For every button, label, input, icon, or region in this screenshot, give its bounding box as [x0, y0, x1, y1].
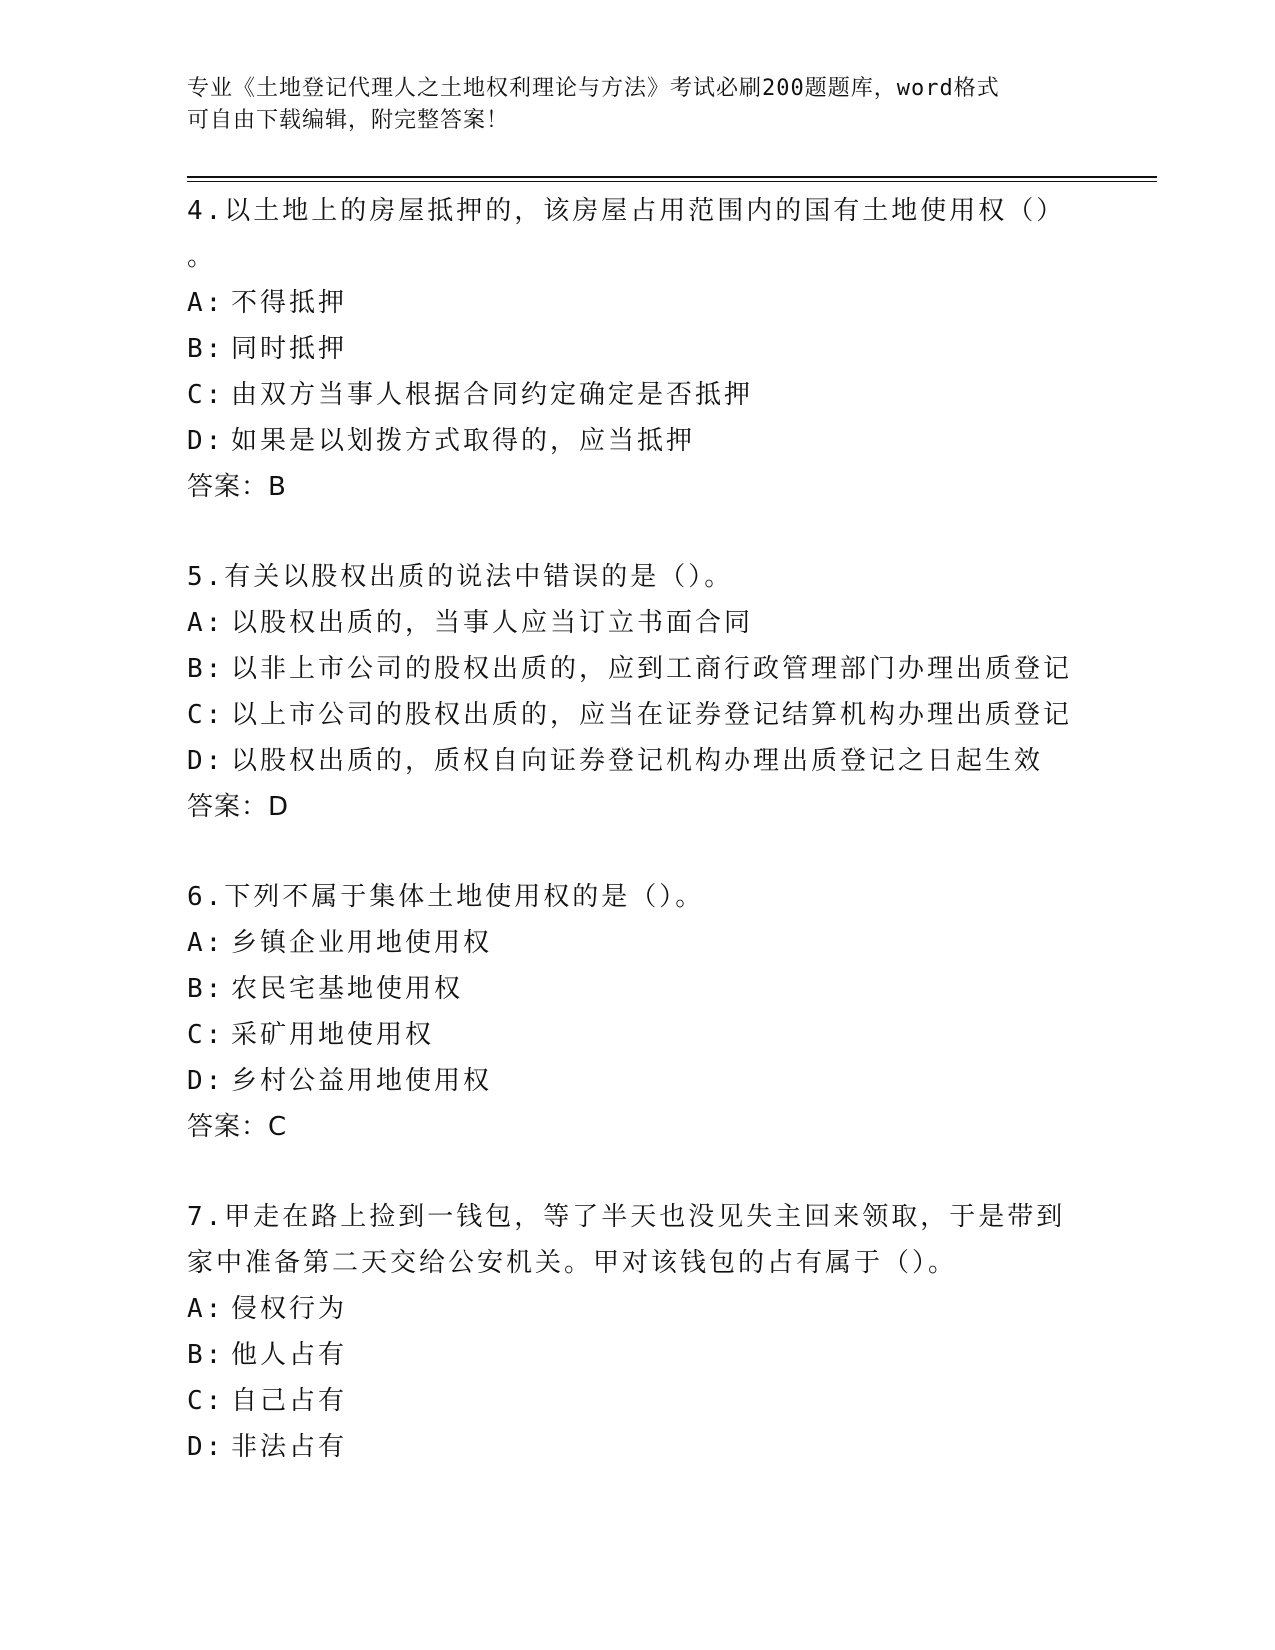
option-text: 同时抵押	[231, 334, 348, 364]
option-text: 以上市公司的股权出质的，应当在证券登记结算机构办理出质登记	[231, 700, 1073, 730]
option-text: 自己占有	[231, 1386, 348, 1416]
question-stem: 7.甲走在路上捡到一钱包，等了半天也没见失主回来领取，于是带到	[187, 1202, 1066, 1232]
question-stem-continued: 家中准备第二天交给公安机关。甲对该钱包的占有属于（）。	[187, 1248, 958, 1278]
option-text: 他人占有	[231, 1340, 348, 1370]
answer: 答案：C	[187, 1112, 288, 1142]
option-c	[187, 692, 1087, 738]
option-text: 农民宅基地使用权	[231, 974, 464, 1004]
option-letter: C:	[187, 1020, 225, 1050]
option-text: 以非上市公司的股权出质的，应到工商行政管理部门办理出质登记	[231, 654, 1073, 684]
option-letter: B:	[187, 1340, 225, 1370]
question-stem-continued: 。	[187, 242, 217, 272]
header-divider-thin	[187, 181, 1157, 182]
option-text: 以股权出质的，质权自向证券登记机构办理出质登记之日起生效	[231, 746, 1044, 776]
answer: 答案：B	[187, 472, 287, 502]
option-text: 采矿用地使用权	[231, 1020, 435, 1050]
header-divider-thick	[187, 176, 1157, 178]
option-text: 如果是以划拨方式取得的，应当抵押	[231, 426, 696, 456]
option-text: 由双方当事人根据合同约定确定是否抵押	[231, 380, 754, 410]
question-5	[187, 554, 1087, 830]
question-stem: 6.下列不属于集体土地使用权的是（）。	[187, 882, 705, 912]
question-stem: 4.以土地上的房屋抵押的，该房屋占用范围内的国有土地使用权（）	[187, 196, 1066, 226]
option-a	[187, 920, 1087, 966]
option-d	[187, 738, 1087, 784]
option-b	[187, 966, 1087, 1012]
option-letter: D:	[187, 746, 225, 776]
option-text: 乡村公益用地使用权	[231, 1066, 493, 1096]
header-line-1: 专业《土地登记代理人之土地权利理论与方法》考试必刷200题题库，word格式	[187, 76, 1000, 101]
option-b	[187, 326, 1087, 372]
option-a	[187, 600, 1087, 646]
option-b	[187, 1332, 1087, 1378]
option-d	[187, 418, 1087, 464]
option-letter: A:	[187, 928, 225, 958]
option-letter: D:	[187, 1066, 225, 1096]
option-c	[187, 1012, 1087, 1058]
option-letter: A:	[187, 608, 225, 638]
question-7	[187, 1194, 1087, 1470]
option-letter: A:	[187, 1294, 225, 1324]
question-4	[187, 188, 1087, 510]
header-line-2: 可自由下载编辑，附完整答案！	[187, 108, 510, 133]
question-6	[187, 874, 1087, 1150]
option-c	[187, 1378, 1087, 1424]
option-b	[187, 646, 1087, 692]
option-letter: C:	[187, 700, 225, 730]
option-letter: B:	[187, 334, 225, 364]
option-d	[187, 1424, 1087, 1470]
option-text: 不得抵押	[231, 288, 348, 318]
option-text: 侵权行为	[231, 1294, 348, 1324]
option-letter: D:	[187, 426, 225, 456]
option-letter: B:	[187, 654, 225, 684]
option-text: 乡镇企业用地使用权	[231, 928, 493, 958]
option-a	[187, 1286, 1087, 1332]
document-header	[187, 73, 1067, 137]
question-list	[187, 188, 1087, 1514]
option-letter: A:	[187, 288, 225, 318]
option-letter: D:	[187, 1432, 225, 1462]
option-d	[187, 1058, 1087, 1104]
option-letter: C:	[187, 1386, 225, 1416]
option-letter: C:	[187, 380, 225, 410]
question-stem: 5.有关以股权出质的说法中错误的是（）。	[187, 562, 734, 592]
option-c	[187, 372, 1087, 418]
option-text: 非法占有	[231, 1432, 348, 1462]
option-text: 以股权出质的，当事人应当订立书面合同	[231, 608, 754, 638]
answer: 答案：D	[187, 792, 290, 822]
option-a	[187, 280, 1087, 326]
option-letter: B:	[187, 974, 225, 1004]
